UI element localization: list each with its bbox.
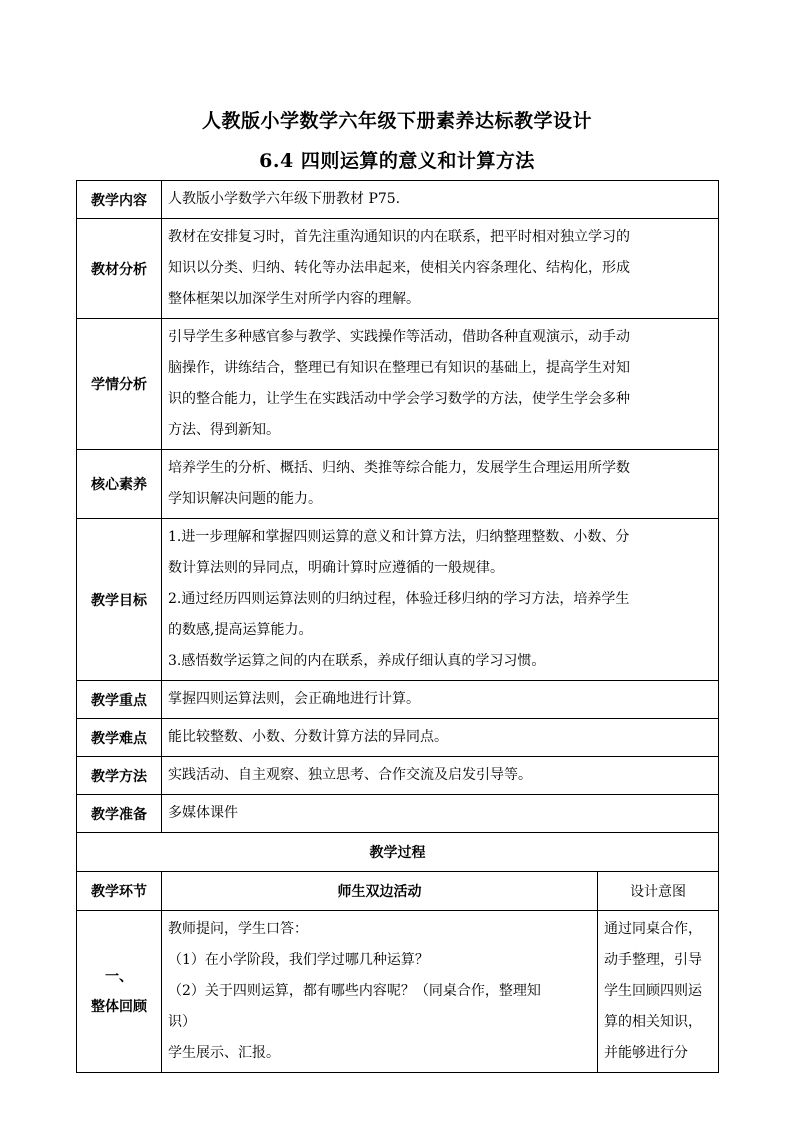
row-teaching-content [77,181,719,219]
text-line: 识） [168,1014,196,1030]
label-core-literacy: 核心素养 [77,450,162,519]
text-line: 脑操作，讲练结合，整理已有知识在整理已有知识的基础上，提高学生对知 [168,360,630,376]
text-line: 方法、得到新知。 [168,422,280,438]
stage-1-label [77,911,162,1073]
header-stage: 教学环节 [77,872,162,911]
text-line: 整体框架以加深学生对所学内容的理解。 [168,291,420,307]
value-key-points [162,681,719,719]
text-line: 算的相关知识， [604,1014,702,1030]
text-line: 知识以分类、归纳、转化等办法串起来，使相关内容条理化、结构化，形成 [168,260,630,276]
row-core-literacy [77,450,719,519]
label-teaching-goals: 教学目标 [77,519,162,681]
process-title: 教学过程 [77,833,719,872]
stage-name: 整体回顾 [91,998,147,1015]
header-activity: 师生双边活动 [162,872,598,911]
label-teaching-content: 教学内容 [77,181,162,219]
value-student-analysis [162,319,719,450]
stage-1-activity [162,911,598,1073]
row-difficulties [77,719,719,757]
text-line: 多媒体课件 [168,805,238,821]
row-process-title [77,833,719,872]
value-teaching-method [162,757,719,795]
text-line: 数计算法则的异同点，明确计算时应遵循的一般规律。 [168,560,504,576]
text-line: （2）关于四则运算，都有哪些内容呢？（同桌合作，整理知 [168,983,541,999]
text-line: （1）在小学阶段，我们学过哪几种运算？ [168,952,429,968]
text-line: 动手整理，引导 [604,952,702,968]
text-line: 学生回顾四则运 [604,983,702,999]
label-material-analysis: 教材分析 [77,219,162,319]
row-process-headers [77,872,719,911]
text-line: 的数感,提高运算能力。 [168,622,313,638]
row-teaching-prep [77,795,719,833]
label-key-points: 教学重点 [77,681,162,719]
text-line: 人教版小学数学六年级下册教材 P75. [168,191,401,207]
label-student-analysis: 学情分析 [77,319,162,450]
row-stage-1 [77,911,719,1073]
row-teaching-goals [77,519,719,681]
text-line: 1.进一步理解和掌握四则运算的意义和计算方法，归纳整理整数、小数、分 [168,529,630,545]
text-line: 通过同桌合作， [604,921,702,937]
text-line: 掌握四则运算法则，会正确地进行计算。 [168,691,420,707]
stage-number: 一、 [105,968,133,985]
label-difficulties: 教学难点 [77,719,162,757]
header-intent: 设计意图 [598,872,719,911]
label-teaching-prep: 教学准备 [77,795,162,833]
value-core-literacy [162,450,719,519]
text-line: 实践活动、自主观察、独立思考、合作交流及启发引导等。 [168,767,532,783]
text-line: 教材在安排复习时，首先注重沟通知识的内在联系，把平时相对独立学习的 [168,229,630,245]
text-line: 2.通过经历四则运算法则的归纳过程，体验迁移归纳的学习方法，培养学生 [168,591,630,607]
document-title: 人教版小学数学六年级下册素养达标教学设计 [201,110,592,132]
row-material-analysis [77,219,719,319]
text-line: 能比较整数、小数、分数计算方法的异同点。 [168,729,448,745]
text-line: 3.感悟数学运算之间的内在联系，养成仔细认真的学习习惯。 [168,653,546,669]
stage-1-intent [598,911,719,1073]
value-teaching-prep [162,795,719,833]
value-teaching-content [162,181,719,219]
text-line: 学生展示、汇报。 [168,1045,280,1061]
text-line: 并能够进行分 [604,1045,688,1061]
row-teaching-method [77,757,719,795]
text-line: 学知识解决问题的能力。 [168,491,322,507]
text-line: 识的整合能力，让学生在实践活动中学会学习数学的方法，使学生学会多种 [168,391,630,407]
lesson-plan-table [76,180,719,1073]
text-line: 教师提问，学生口答： [168,921,308,937]
row-key-points [77,681,719,719]
row-student-analysis [77,319,719,450]
text-line: 引导学生多种感官参与教学、实践操作等活动，借助各种直观演示，动手动 [168,329,630,345]
document-subtitle: 6.4 四则运算的意义和计算方法 [259,150,535,172]
label-teaching-method: 教学方法 [77,757,162,795]
value-material-analysis [162,219,719,319]
value-difficulties [162,719,719,757]
value-teaching-goals [162,519,719,681]
text-line: 培养学生的分析、概括、归纳、类推等综合能力，发展学生合理运用所学数 [168,460,630,476]
